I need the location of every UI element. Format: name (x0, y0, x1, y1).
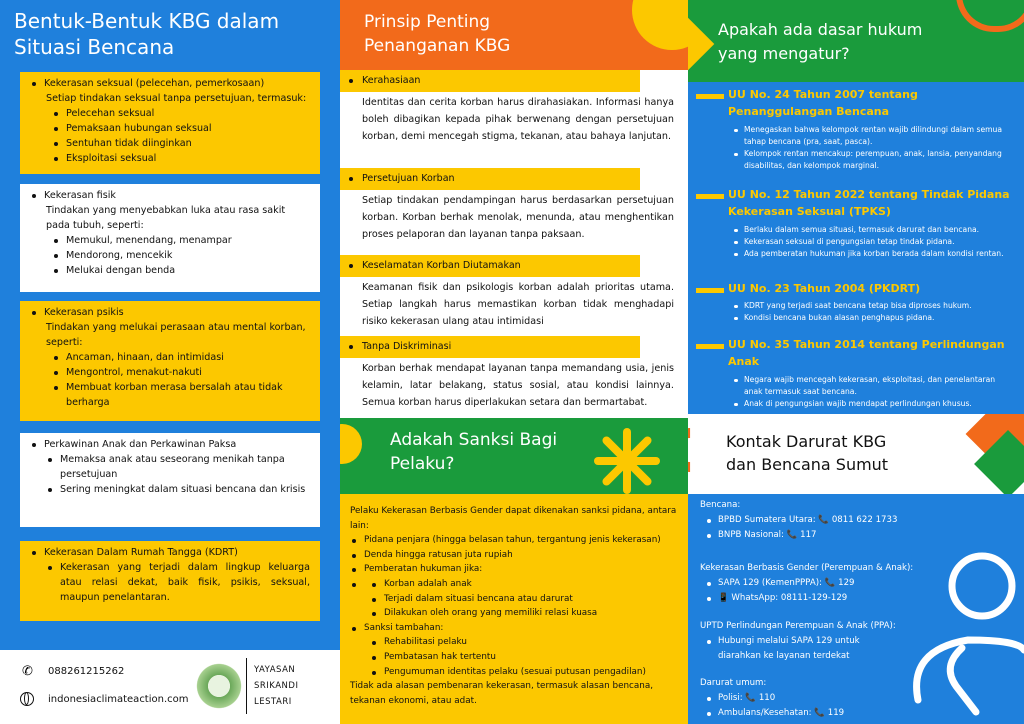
list-item: Pemaksaan hubungan seksual (52, 121, 310, 136)
list-item: Rehabilitasi pelaku (370, 635, 678, 650)
contact-item[interactable]: BPBD Sumatera Utara: 📞 0811 622 1733 (700, 513, 897, 528)
col1-title: Bentuk-Bentuk KBG dalam Situasi Bencana (14, 9, 280, 59)
kontak-bencana: Bencana: BPBD Sumatera Utara: 📞 0811 622 1733 BNPB Nasional: 📞 117 (700, 498, 897, 543)
sanksi-title: Adakah Sanksi Bagi Pelaku? (390, 430, 558, 474)
list-item: Mendorong, mencekik (52, 248, 310, 263)
kontak-uptd: UPTD Perlindungan Perempuan & Anak (PPA): Hubungi melalui SAPA 129 untuk diarahkan ke layanan terdekat (700, 621, 896, 661)
kontak-darurat-umum: Darurat umum: Polisi: 📞 110 Ambulans/Kesehatan: 📞 119 (700, 676, 844, 721)
logo (196, 658, 242, 714)
list-item: Berlaku dalam semua situasi, termasuk darurat dan bencana. (734, 224, 1014, 236)
contact-item[interactable]: BNPB Nasional: 📞 117 (700, 528, 897, 543)
sun-decoration (632, 0, 688, 50)
kontak-kbg: Kekerasan Berbasis Gender (Perempuan & Anak): SAPA 129 (KemenPPPA): 📞 129 📱 WhatsApp: 08111-129-129 (700, 561, 913, 606)
column-prinsip: Prinsip Penting Penanganan KBG Kerahasiaan Identitas dan cerita korban harus dirahasiakan. Informasi hanya boleh dibagikan kepada pihak berwenang dengan persetujuan korban, demi mencegah stigma, tekanan, atau bahaya lanjutan. Persetujuan Korban Setiap tindakan pendampingan harus berdasarkan persetujuan korban. Korban berhak menolak, menunda, atau menghentikan proses pelaporan dan layanan tanpa paksaan. Keselamatan Korban Diutamakan Keamanan fisik dan psikologis korban adalah prioritas utama. Setiap langkah harus memastikan korban tidak menghadapi risiko kekerasan ulang atau intimidasi Tanpa Diskriminasi Korban berhak mendapat layanan tanpa memandang usia, jenis kelamin, latar belakang, status sosial, atau kondisi lainnya. Semua korban harus diperlakukan setara dan bermartabat. Adakah Sanksi Bagi Pelaku? Pelaku Kekerasan Berbasis Gender dapat dikenakan sanksi pidana, antara lain: Pidana penjara (hingga belasan tahun, tergantung jenis kekerasan) Denda hingga ratusan juta rupiah Pemberatan hukuman jika: Korban adalah anak Terjadi dalam situasi bencana atau darurat Dilakukan oleh orang yang memiliki relasi kuasa Sanksi tambahan: Rehabilitasi pelaku Pembatasan hak tertentu Pengumuman identitas pelaku (sesuai putusan pengadilan) Tidak ada alasan pembenaran kekerasan, termasuk alasan bencana, tekanan ekonomi, atau adat. (340, 0, 688, 724)
box-perkawinan-anak (20, 433, 320, 527)
sanksi-list (350, 533, 678, 679)
phone-icon (898, 540, 1024, 724)
list (30, 452, 310, 497)
list-item: Pelecehan seksual (52, 106, 310, 121)
list-item: Dilakukan oleh orang yang memiliki relasi kuasa (370, 606, 678, 621)
phone-icon: ✆ (22, 664, 33, 679)
list-item: Sentuhan tidak diinginkan (52, 136, 310, 151)
list-item: Negara wajib mencegah kekerasan, eksploitasi, dan penelantaran anak termasuk saat bencana. (734, 374, 1014, 398)
org-name: YAYASAN SRIKANDI LESTARI (254, 665, 299, 707)
footer-phone: 088261215262 (48, 666, 125, 677)
list-item: Anak di pengungsian wajib mendapat perlindungan khusus. (734, 398, 1014, 410)
list-item: Korban adalah anak (370, 577, 678, 592)
list-item: Kekerasan seksual di pengungsian tetap tindak pidana. (734, 236, 1014, 248)
box-head: Kekerasan seksual (pelecehan, pemerkosaan) (30, 76, 310, 91)
list-item: Pidana penjara (hingga belasan tahun, tergantung jenis kekerasan) (350, 533, 678, 548)
list (30, 350, 310, 410)
starburst-icon (592, 426, 662, 494)
list-item: Eksploitasi seksual (52, 151, 310, 166)
list-item: Sanksi tambahan: (350, 621, 678, 636)
list-item: Melukai dengan benda (52, 263, 310, 278)
list-item: Denda hingga ratusan juta rupiah (350, 548, 678, 563)
list-item: Pembatasan hak tertentu (370, 650, 678, 665)
globe-icon (20, 692, 34, 706)
list-item: Pengumuman identitas pelaku (sesuai putusan pengadilan) (370, 665, 678, 680)
list-item: Menegaskan bahwa kelompok rentan wajib dilindungi dalam semua tahap bencana (pra, saat, pasca). (734, 124, 1014, 148)
list-item: Membuat korban merasa bersalah atau tidak berharga (52, 380, 310, 410)
box-kekerasan-seksual: Kekerasan seksual (pelecehan, pemerkosaan) Setiap tindakan seksual tanpa persetujuan, termasuk: Pelecehan seksual Pemaksaan hubungan seksual Sentuhan tidak diinginkan Eksploitasi seksual (20, 72, 320, 174)
list-item: Memaksa anak atau seseorang menikah tanpa persetujuan (46, 452, 310, 482)
list-item: Kekerasan yang terjadi dalam lingkup keluarga atau relasi dekat, baik fisik, psikis, seksual, maupun penelantaran. (46, 560, 310, 605)
contact-item[interactable]: 📱 WhatsApp: 08111-129-129 (700, 591, 913, 606)
list-item: Terjadi dalam situasi bencana atau darurat (370, 592, 678, 607)
box-head: Kekerasan fisik (30, 188, 310, 203)
contact-item[interactable]: Ambulans/Kesehatan: 📞 119 (700, 706, 844, 721)
list-item: Mengontrol, menakut-nakuti (52, 365, 310, 380)
sanksi-body: Pelaku Kekerasan Berbasis Gender dapat dikenakan sanksi pidana, antara lain: Pidana penjara (hingga belasan tahun, tergantung jenis kekerasan) Denda hingga ratusan juta rupiah Pemberatan hukuman jika: Korban adalah anak Terjadi dalam situasi bencana atau darurat Dilakukan oleh orang yang memiliki relasi kuasa Sanksi tambahan: Rehabilitasi pelaku Pembatasan hak tertentu Pengumuman identitas pelaku (sesuai putusan pengadilan) Tidak ada alasan pembenaran kekerasan, termasuk alasan bencana, tekanan ekonomi, atau adat. (340, 494, 688, 724)
footer (0, 650, 340, 724)
box-kekerasan-fisik: Kekerasan fisik Tindakan yang menyebabkan luka atau rasa sakit pada tubuh, seperti: Memukul, menendang, menampar Mendorong, mencekik Melukai dengan benda (20, 184, 320, 292)
col2-title: Prinsip Penting Penanganan KBG (364, 12, 511, 56)
box-head: Kekerasan Dalam Rumah Tangga (KDRT) (30, 545, 310, 560)
list-item: Memukul, menendang, menampar (52, 233, 310, 248)
kontak-title: Kontak Darurat KBG dan Bencana Sumut (726, 432, 889, 474)
list (30, 233, 310, 278)
column-bentuk-kbg (0, 0, 340, 724)
list-item: Pemberatan hukuman jika: (350, 562, 678, 577)
contact-item[interactable]: Polisi: 📞 110 (700, 691, 844, 706)
column-hukum: Apakah ada dasar hukum yang mengatur? UU No. 24 Tahun 2007 tentang Penanggulangan Bencana Menegaskan bahwa kelompok rentan wajib dilindungi dalam semua tahap bencana (pra, saat, pasca). Kelompok rentan mencakup: perempuan, anak, lansia, penyandang disabilitas, dan kelompok marginal. UU No. 12 Tahun 2022 tentang Tindak Pidana Kekerasan Seksual (TPKS) Berlaku dalam semua situasi, termasuk darurat dan bencana. Kekerasan seksual di pengungsian tetap tindak pidana. Ada pemberatan hukuman jika korban berada dalam kondisi rentan. UU No. 23 Tahun 2004 (PKDRT) KDRT yang terjadi saat bencana tetap bisa diproses hukum. Kondisi bencana bukan alasan penghapus pidana. UU No. 35 Tahun 2014 tentang Perlindungan Anak Negara wajib mencegah kekerasan, eksploitasi, dan penelantaran anak termasuk saat bencana. Anak di pengungsian wajib mendapat perlindungan khusus. Kontak Darurat KBG dan Bencana Sumut (688, 0, 1024, 724)
footer-website[interactable]: indonesiaclimateaction.com (48, 694, 189, 705)
list-item: Ada pemberatan hukuman jika korban berada dalam kondisi rentan. (734, 248, 1014, 260)
box-kekerasan-psikis: Kekerasan psikis Tindakan yang melukai perasaan atau mental korban, seperti: Ancaman, hinaan, dan intimidasi Mengontrol, menakut-nakuti Membuat korban merasa bersalah atau tidak berharga (20, 301, 320, 421)
box-kdrt (20, 541, 320, 621)
box-head: Kekerasan psikis (30, 305, 310, 320)
list-item: Ancaman, hinaan, dan intimidasi (52, 350, 310, 365)
contact-item[interactable]: SAPA 129 (KemenPPPA): 📞 129 (700, 576, 913, 591)
list-item: KDRT yang terjadi saat bencana tetap bisa diproses hukum. (734, 300, 1014, 312)
box-head: Perkawinan Anak dan Perkawinan Paksa (30, 437, 310, 452)
list-item: Sering meningkat dalam situasi bencana dan krisis (46, 482, 310, 497)
col3-title: Apakah ada dasar hukum yang mengatur? (718, 20, 923, 63)
list-item: Kondisi bencana bukan alasan penghapus pidana. (734, 312, 1014, 324)
list-item: Kelompok rentan mencakup: perempuan, anak, lansia, penyandang disabilitas, dan kelompok marginal. (734, 148, 1014, 172)
list (30, 106, 310, 166)
list (30, 560, 310, 605)
contact-item: Hubungi melalui SAPA 129 untuk (700, 634, 896, 649)
